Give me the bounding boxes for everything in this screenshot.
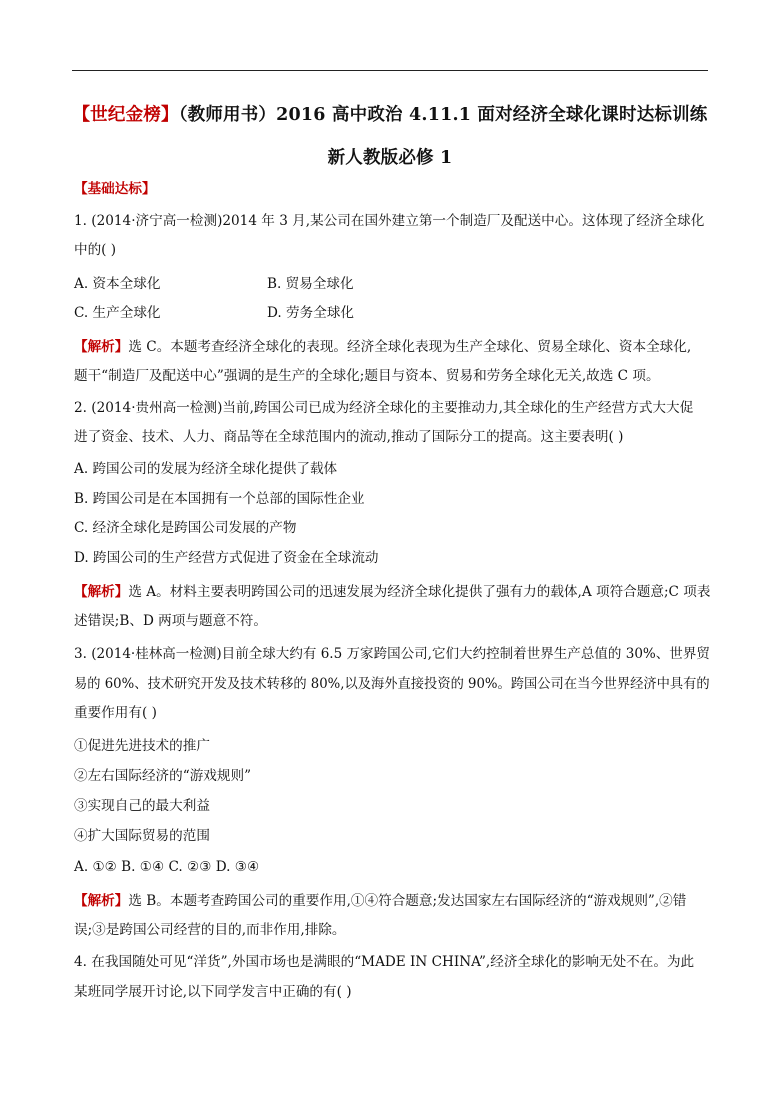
q4-stem-line1: 4. 在我国随处可见“洋货”,外国市场也是满眼的“MADE IN CHINA”,经济全球化的影响无处不在。为此 (74, 954, 695, 970)
q1-option-a: A. 资本全球化 (74, 276, 161, 292)
q4-stem-line2: 某班同学展开讨论,以下同学发言中正确的有( ) (74, 984, 352, 1000)
q3-options: A. ①② B. ①④ C. ②③ D. ③④ (74, 859, 260, 875)
q3-item-2: ②左右国际经济的“游戏规则” (74, 768, 252, 784)
q2-analysis-line1 (74, 583, 710, 601)
title-main: （教师用书）2016 高中政治 4.11.1 面对经济全球化课时达标训练 (178, 105, 708, 125)
document-title-line2: 新人教版必修 1 (327, 148, 453, 168)
q2-option-a: A. 跨国公司的发展为经济全球化提供了载体 (74, 461, 338, 477)
title-brand: 【世纪金榜】 (72, 105, 179, 125)
q1-stem-line2: 中的( ) (74, 242, 117, 258)
document-title (60, 101, 720, 126)
q3-stem-line1: 3. (2014·桂林高一检测)目前全球大约有 6.5 万家跨国公司,它们大约控制着世界生产总值的 30%、世界贸 (74, 646, 710, 662)
q2-analysis-text: 选 A。材料主要表明跨国公司的迅速发展为经济全球化提供了强有力的载体,A 项符合题意;C 项表 (128, 584, 711, 600)
q1-option-b: B. 贸易全球化 (267, 276, 354, 292)
q2-analysis-line2: 述错误;B、D 两项与题意不符。 (74, 613, 267, 629)
q3-item-4: ④扩大国际贸易的范围 (74, 828, 210, 844)
q3-item-3: ③实现自己的最大利益 (74, 798, 210, 814)
analysis-tag: 【解析】 (74, 584, 129, 600)
header-rule (72, 70, 708, 71)
q2-option-b: B. 跨国公司是在本国拥有一个总部的国际性企业 (74, 491, 365, 507)
q2-stem-line1: 2. (2014·贵州高一检测)当前,跨国公司已成为经济全球化的主要推动力,其全球化的生产经营方式大大促 (74, 400, 694, 416)
analysis-tag: 【解析】 (74, 893, 129, 909)
q3-stem-line3: 重要作用有( ) (74, 705, 157, 721)
q1-stem-line1: 1. (2014·济宁高一检测)2014 年 3 月,某公司在国外建立第一个制造厂及配送中心。这体现了经济全球化 (74, 213, 705, 229)
q2-option-c: C. 经济全球化是跨国公司发展的产物 (74, 520, 297, 536)
q1-option-d: D. 劳务全球化 (267, 305, 355, 321)
q1-analysis-line1 (74, 338, 691, 356)
q3-stem-line2: 易的 60%、技术研究开发及技术转移的 80%,以及海外直接投资的 90%。跨国公司在当今世界经济中具有的 (74, 676, 710, 692)
q3-analysis-line2: 误;③是跨国公司经营的目的,而非作用,排除。 (74, 922, 346, 938)
analysis-tag: 【解析】 (74, 339, 129, 355)
section-tag: 【基础达标】 (74, 181, 156, 197)
q1-option-c: C. 生产全球化 (74, 305, 161, 321)
q1-analysis-text: 选 C。本题考查经济全球化的表现。经济全球化表现为生产全球化、贸易全球化、资本全球化, (128, 339, 692, 355)
q2-stem-line2: 进了资金、技术、人力、商品等在全球范围内的流动,推动了国际分工的提高。这主要表明( ) (74, 429, 624, 445)
q2-option-d: D. 跨国公司的生产经营方式促进了资金在全球流动 (74, 550, 379, 566)
q3-analysis-text: 选 B。本题考查跨国公司的重要作用,①④符合题意;发达国家左右国际经济的“游戏规则”,②错 (128, 893, 687, 909)
q3-item-1: ①促进先进技术的推广 (74, 738, 210, 754)
q1-analysis-line2: 题干“制造厂及配送中心”强调的是生产的全球化;题目与资本、贸易和劳务全球化无关,故选 C 项。 (74, 368, 660, 384)
q3-analysis-line1 (74, 892, 686, 910)
